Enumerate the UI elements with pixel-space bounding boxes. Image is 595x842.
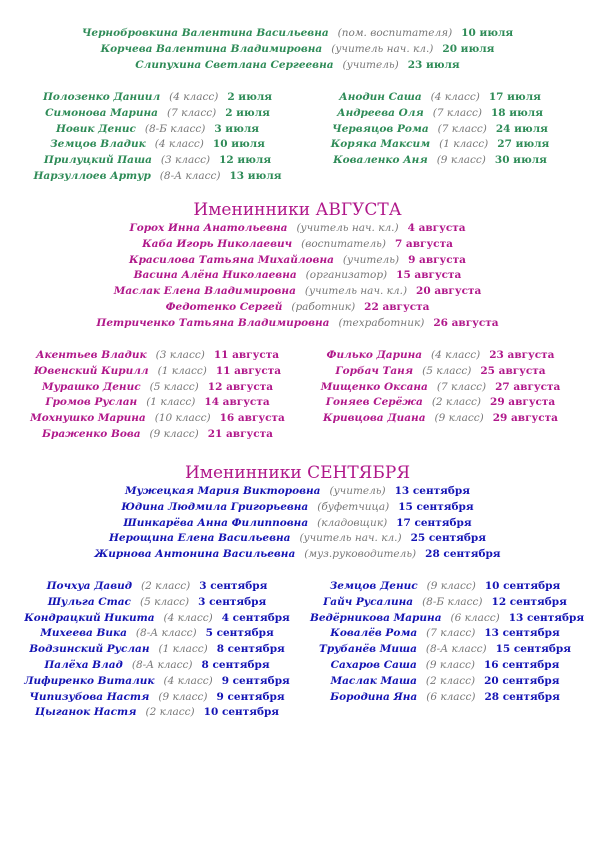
- staff-role: (буфетчица): [317, 500, 390, 513]
- student-name: Михеева Вика: [40, 627, 127, 640]
- student-class: (2 класс): [425, 674, 476, 687]
- student-name: Гайч Русалина: [323, 595, 414, 608]
- student-entry: [22, 658, 292, 674]
- staff-role: (кладовщик): [317, 516, 388, 529]
- staff-name: Жирнова Антонина Васильевна: [94, 548, 296, 561]
- student-class: (7 класс): [437, 122, 487, 135]
- student-class: (8-А класс): [131, 658, 193, 671]
- student-name: Палёха Влад: [44, 658, 123, 671]
- staff-name: Васина Алёна Николаевна: [133, 269, 297, 282]
- student-name: Червяцов Рома: [332, 122, 429, 135]
- student-class: (2 класс): [145, 706, 195, 719]
- student-class: (8-А класс): [159, 169, 221, 182]
- staff-role: (учитель): [342, 58, 399, 71]
- staff-role: (учитель нач. кл.): [331, 42, 434, 55]
- student-class: (2 класс): [431, 396, 482, 409]
- birthday-date: 13 сентября: [394, 485, 471, 497]
- student-entry: [310, 579, 580, 595]
- student-entry: [310, 674, 580, 690]
- student-name: Цыганок Настя: [34, 706, 137, 719]
- birthday-date: 9 сентября: [216, 690, 285, 703]
- birthday-date: 18 июля: [490, 106, 543, 119]
- birthday-date: 16 сентября: [484, 658, 560, 671]
- student-entry: [30, 90, 285, 106]
- student-class: (4 класс): [169, 91, 219, 103]
- student-entry: [320, 153, 560, 169]
- staff-role: (учитель нач. кл.): [304, 285, 408, 298]
- birthday-date: 26 августа: [433, 316, 499, 329]
- student-name: Земцов Владик: [50, 138, 146, 151]
- staff-entry: [0, 547, 595, 563]
- student-entry: [30, 411, 285, 427]
- student-name: Полозенко Даниил: [42, 91, 161, 103]
- student-name: Бородина Яна: [330, 690, 418, 703]
- birthday-date: 3 сентября: [199, 580, 268, 592]
- student-name: Акентьев Владик: [35, 349, 147, 361]
- staff-entry: [0, 253, 595, 269]
- birthday-date: 13 сентября: [508, 611, 585, 624]
- birthday-date: 14 августа: [204, 396, 270, 409]
- september-students-left: [22, 579, 292, 721]
- student-name: Коряка Максим: [330, 138, 431, 151]
- staff-entry: [0, 531, 595, 547]
- student-class: (5 класс): [139, 595, 190, 608]
- birthday-date: 25 августа: [480, 364, 546, 377]
- student-entry: [22, 626, 292, 642]
- student-entry: [320, 106, 560, 122]
- staff-entry: [0, 237, 595, 253]
- student-class: (7 класс): [166, 106, 217, 119]
- student-entry: [320, 137, 560, 153]
- student-class: (9 класс): [149, 427, 199, 440]
- student-name: Гоняев Серёжа: [325, 396, 423, 409]
- july-students: [0, 90, 595, 190]
- staff-role: (муз.руководитель): [304, 548, 417, 561]
- birthday-date: 8 сентября: [201, 658, 270, 671]
- birthday-date: 23 августа: [489, 349, 555, 361]
- birthday-date: 16 августа: [219, 412, 285, 425]
- student-name: Филько Дарина: [326, 349, 423, 361]
- july-students-right: [320, 90, 560, 169]
- student-entry: [310, 595, 580, 611]
- student-entry: [30, 380, 285, 396]
- august-heading: Именинники АВГУСТА: [193, 200, 402, 220]
- august-students-left: [30, 348, 285, 443]
- staff-entry: [0, 316, 595, 332]
- student-entry: [30, 106, 285, 122]
- birthday-date: 10 сентября: [203, 706, 280, 719]
- staff-entry: [0, 516, 595, 532]
- student-class: (1 класс): [439, 138, 489, 151]
- student-name: Почхуа Давид: [46, 580, 133, 592]
- student-name: Кривцова Диана: [323, 412, 426, 425]
- student-name: Громов Руслан: [45, 396, 138, 409]
- student-entry: [310, 690, 580, 706]
- student-name: Маслак Маша: [330, 674, 417, 687]
- student-class: (8-А класс): [425, 643, 487, 656]
- staff-entry: [0, 26, 595, 42]
- student-entry: [22, 642, 292, 658]
- student-name: Симонова Марина: [45, 106, 158, 119]
- birthday-date: 27 июля: [497, 138, 550, 151]
- staff-role: (организатор): [305, 269, 388, 282]
- student-name: Ювенский Кирилл: [33, 364, 149, 377]
- birthday-date: 10 июля: [212, 138, 265, 151]
- birthday-date: 27 августа: [495, 380, 561, 393]
- student-class: (4 класс): [431, 349, 481, 361]
- student-entry: [22, 705, 292, 721]
- staff-name: Каба Игорь Николаевич: [142, 237, 293, 250]
- student-class: (9 класс): [426, 580, 476, 592]
- student-class: (1 класс): [146, 396, 196, 409]
- staff-name: Слипухина Светлана Сергеевна: [135, 58, 334, 71]
- birthday-date: 10 июля: [461, 27, 514, 39]
- staff-name: Корчева Валентина Владимировна: [100, 42, 323, 55]
- student-name: Шульга Стас: [47, 595, 131, 608]
- staff-name: Федотенко Сергей: [165, 300, 283, 313]
- student-name: Ведёрникова Марина: [310, 611, 442, 624]
- student-class: (6 класс): [450, 611, 500, 624]
- student-name: Сахаров Саша: [330, 658, 417, 671]
- birthday-date: 23 июля: [407, 58, 460, 71]
- staff-entry: [0, 42, 595, 58]
- staff-role: (учитель): [342, 253, 400, 266]
- birthday-date: 7 августа: [394, 237, 453, 250]
- august-staff-list: [0, 221, 595, 332]
- staff-entry: [0, 284, 595, 300]
- birthday-date: 29 августа: [492, 412, 558, 425]
- birthday-date: 3 июля: [214, 122, 260, 135]
- student-name: Коваленко Аня: [333, 154, 428, 167]
- staff-name: Петриченко Татьяна Владимировна: [96, 316, 330, 329]
- birthday-date: 2 июля: [225, 106, 270, 119]
- staff-entry: [0, 268, 595, 284]
- student-entry: [318, 395, 563, 411]
- student-entry: [318, 348, 563, 364]
- staff-role: (учитель нач. кл.): [299, 532, 402, 545]
- student-class: (5 класс): [422, 364, 472, 377]
- birthday-date: 13 июля: [229, 169, 282, 182]
- student-class: (5 класс): [149, 380, 199, 393]
- birthday-date: 2 июля: [227, 91, 273, 103]
- staff-name: Юдина Людмила Григорьевна: [121, 500, 309, 513]
- student-name: Чипизубова Настя: [29, 690, 150, 703]
- student-class: (7 класс): [426, 627, 476, 640]
- birthday-date: 20 сентября: [484, 674, 560, 687]
- student-class: (4 класс): [430, 91, 480, 103]
- student-class: (1 класс): [158, 643, 208, 656]
- september-staff-list: [0, 484, 595, 563]
- staff-name: Чернобровкина Валентина Васильевна: [81, 27, 329, 39]
- student-entry: [30, 427, 285, 443]
- birthday-date: 12 июля: [219, 154, 272, 167]
- staff-role: (воспитатель): [301, 237, 386, 250]
- student-entry: [22, 579, 292, 595]
- student-entry: [310, 626, 580, 642]
- birthday-date: 11 августа: [213, 349, 280, 361]
- birthday-date: 10 сентября: [484, 580, 561, 592]
- student-name: Нарзуллоев Артур: [33, 169, 151, 182]
- student-entry: [22, 674, 292, 690]
- student-entry: [30, 169, 285, 185]
- september-students-right: [310, 579, 585, 705]
- staff-role: (техработник): [338, 316, 425, 329]
- birthday-date: 8 сентября: [216, 643, 285, 656]
- student-class: (7 класс): [432, 106, 482, 119]
- birthday-date: 11 августа: [215, 364, 282, 377]
- birthday-date: 12 августа: [207, 380, 274, 393]
- staff-name: Шинкарёва Анна Филипповна: [123, 516, 309, 529]
- birthday-date: 28 сентября: [484, 690, 560, 703]
- student-class: (1 класс): [157, 364, 207, 377]
- july-students-left: [30, 90, 285, 185]
- staff-role: (пом. воспитателя): [337, 27, 453, 39]
- birthday-date: 24 июля: [495, 122, 548, 135]
- staff-name: Красилова Татьяна Михайловна: [129, 253, 334, 266]
- student-class: (2 класс): [141, 580, 191, 592]
- student-entry: [30, 122, 285, 138]
- student-name: Водзинский Руслан: [29, 643, 150, 656]
- student-class: (8-А класс): [135, 627, 197, 640]
- student-name: Браженко Вова: [42, 427, 141, 440]
- birthday-date: 15 сентября: [398, 500, 474, 513]
- student-entry: [320, 122, 560, 138]
- student-name: Андреева Оля: [337, 106, 424, 119]
- birthday-date: 29 августа: [490, 396, 556, 409]
- september-heading: Именинники СЕНТЯБРЯ: [184, 463, 411, 483]
- student-name: Прилуцкий Паша: [43, 154, 152, 167]
- staff-name: Маслак Елена Владимировна: [113, 285, 296, 298]
- student-class: (6 класс): [426, 690, 476, 703]
- birthday-date: 25 сентября: [410, 532, 487, 545]
- student-class: (4 класс): [163, 674, 213, 687]
- august-students: [0, 348, 595, 448]
- birthday-date: 17 сентября: [396, 516, 472, 529]
- staff-name: Горох Инна Анатольевна: [129, 222, 288, 234]
- student-name: Земцов Денис: [329, 580, 418, 592]
- student-name: Анодин Саша: [339, 91, 422, 103]
- student-entry: [22, 690, 292, 706]
- student-entry: [318, 364, 563, 380]
- birthday-date: 30 июля: [494, 154, 547, 167]
- student-class: (3 класс): [155, 349, 205, 361]
- student-name: Мохнушко Марина: [30, 412, 146, 425]
- student-entry: [320, 90, 560, 106]
- birthday-date: 9 сентября: [221, 674, 290, 687]
- student-name: Лифиренко Виталик: [24, 674, 155, 687]
- student-entry: [318, 411, 563, 427]
- staff-role: (работник): [291, 300, 356, 313]
- student-name: Горбач Таня: [335, 364, 414, 377]
- birthday-date: 22 августа: [364, 300, 430, 313]
- birthday-date: 9 августа: [408, 253, 466, 266]
- student-entry: [30, 364, 285, 380]
- student-entry: [310, 642, 580, 658]
- birthday-date: 20 июля: [442, 42, 495, 55]
- student-entry: [310, 658, 580, 674]
- staff-name: Нерощина Елена Васильевна: [108, 532, 291, 545]
- september-students: [0, 579, 595, 729]
- student-entry: [30, 153, 285, 169]
- staff-entry: [0, 58, 595, 74]
- student-entry: [22, 595, 292, 611]
- staff-role: (учитель нач. кл.): [296, 222, 399, 234]
- birthday-date: 20 августа: [416, 285, 482, 298]
- student-class: (7 класс): [436, 380, 487, 393]
- birthday-date: 13 сентября: [484, 627, 560, 640]
- birthday-date: 17 июля: [488, 91, 541, 103]
- birthday-date: 3 сентября: [198, 595, 267, 608]
- student-entry: [30, 348, 285, 364]
- student-entry: [310, 611, 585, 627]
- student-class: (4 класс): [154, 138, 204, 151]
- student-class: (8-Б класс): [422, 595, 483, 608]
- august-students-right: [318, 348, 563, 427]
- student-entry: [30, 137, 285, 153]
- student-class: (8-Б класс): [144, 122, 206, 135]
- student-name: Кондрацкий Никита: [24, 611, 155, 624]
- staff-role: (учитель): [329, 485, 386, 497]
- student-class: (10 класс): [154, 412, 211, 425]
- student-class: (9 класс): [425, 658, 475, 671]
- student-class: (4 класс): [163, 611, 213, 624]
- student-name: Мищенко Оксана: [320, 380, 428, 393]
- staff-entry: [0, 500, 595, 516]
- student-name: Мурашко Денис: [41, 380, 141, 393]
- staff-name: Мужецкая Мария Викторовна: [124, 485, 321, 497]
- birthday-date: 15 сентября: [495, 643, 571, 656]
- july-staff-list: [0, 26, 595, 73]
- student-name: Ковалёв Рома: [330, 627, 418, 640]
- student-class: (9 класс): [436, 154, 486, 167]
- birthday-date: 15 августа: [396, 269, 462, 282]
- student-entry: [318, 380, 563, 396]
- birthday-date: 12 сентября: [491, 595, 567, 608]
- student-entry: [22, 611, 292, 627]
- staff-entry: [0, 484, 595, 500]
- birthday-date: 4 сентября: [221, 611, 290, 624]
- student-name: Трубанёв Миша: [319, 643, 417, 656]
- staff-entry: [0, 221, 595, 237]
- student-class: (3 класс): [160, 154, 211, 167]
- birthday-date: 4 августа: [407, 222, 466, 234]
- birthday-date: 28 сентября: [425, 548, 501, 561]
- birthday-date: 21 августа: [207, 427, 273, 440]
- student-entry: [30, 395, 285, 411]
- student-class: (9 класс): [158, 690, 208, 703]
- staff-entry: [0, 300, 595, 316]
- student-name: Новик Денис: [55, 122, 136, 135]
- birthday-date: 5 сентября: [205, 627, 274, 640]
- student-class: (9 класс): [434, 412, 484, 425]
